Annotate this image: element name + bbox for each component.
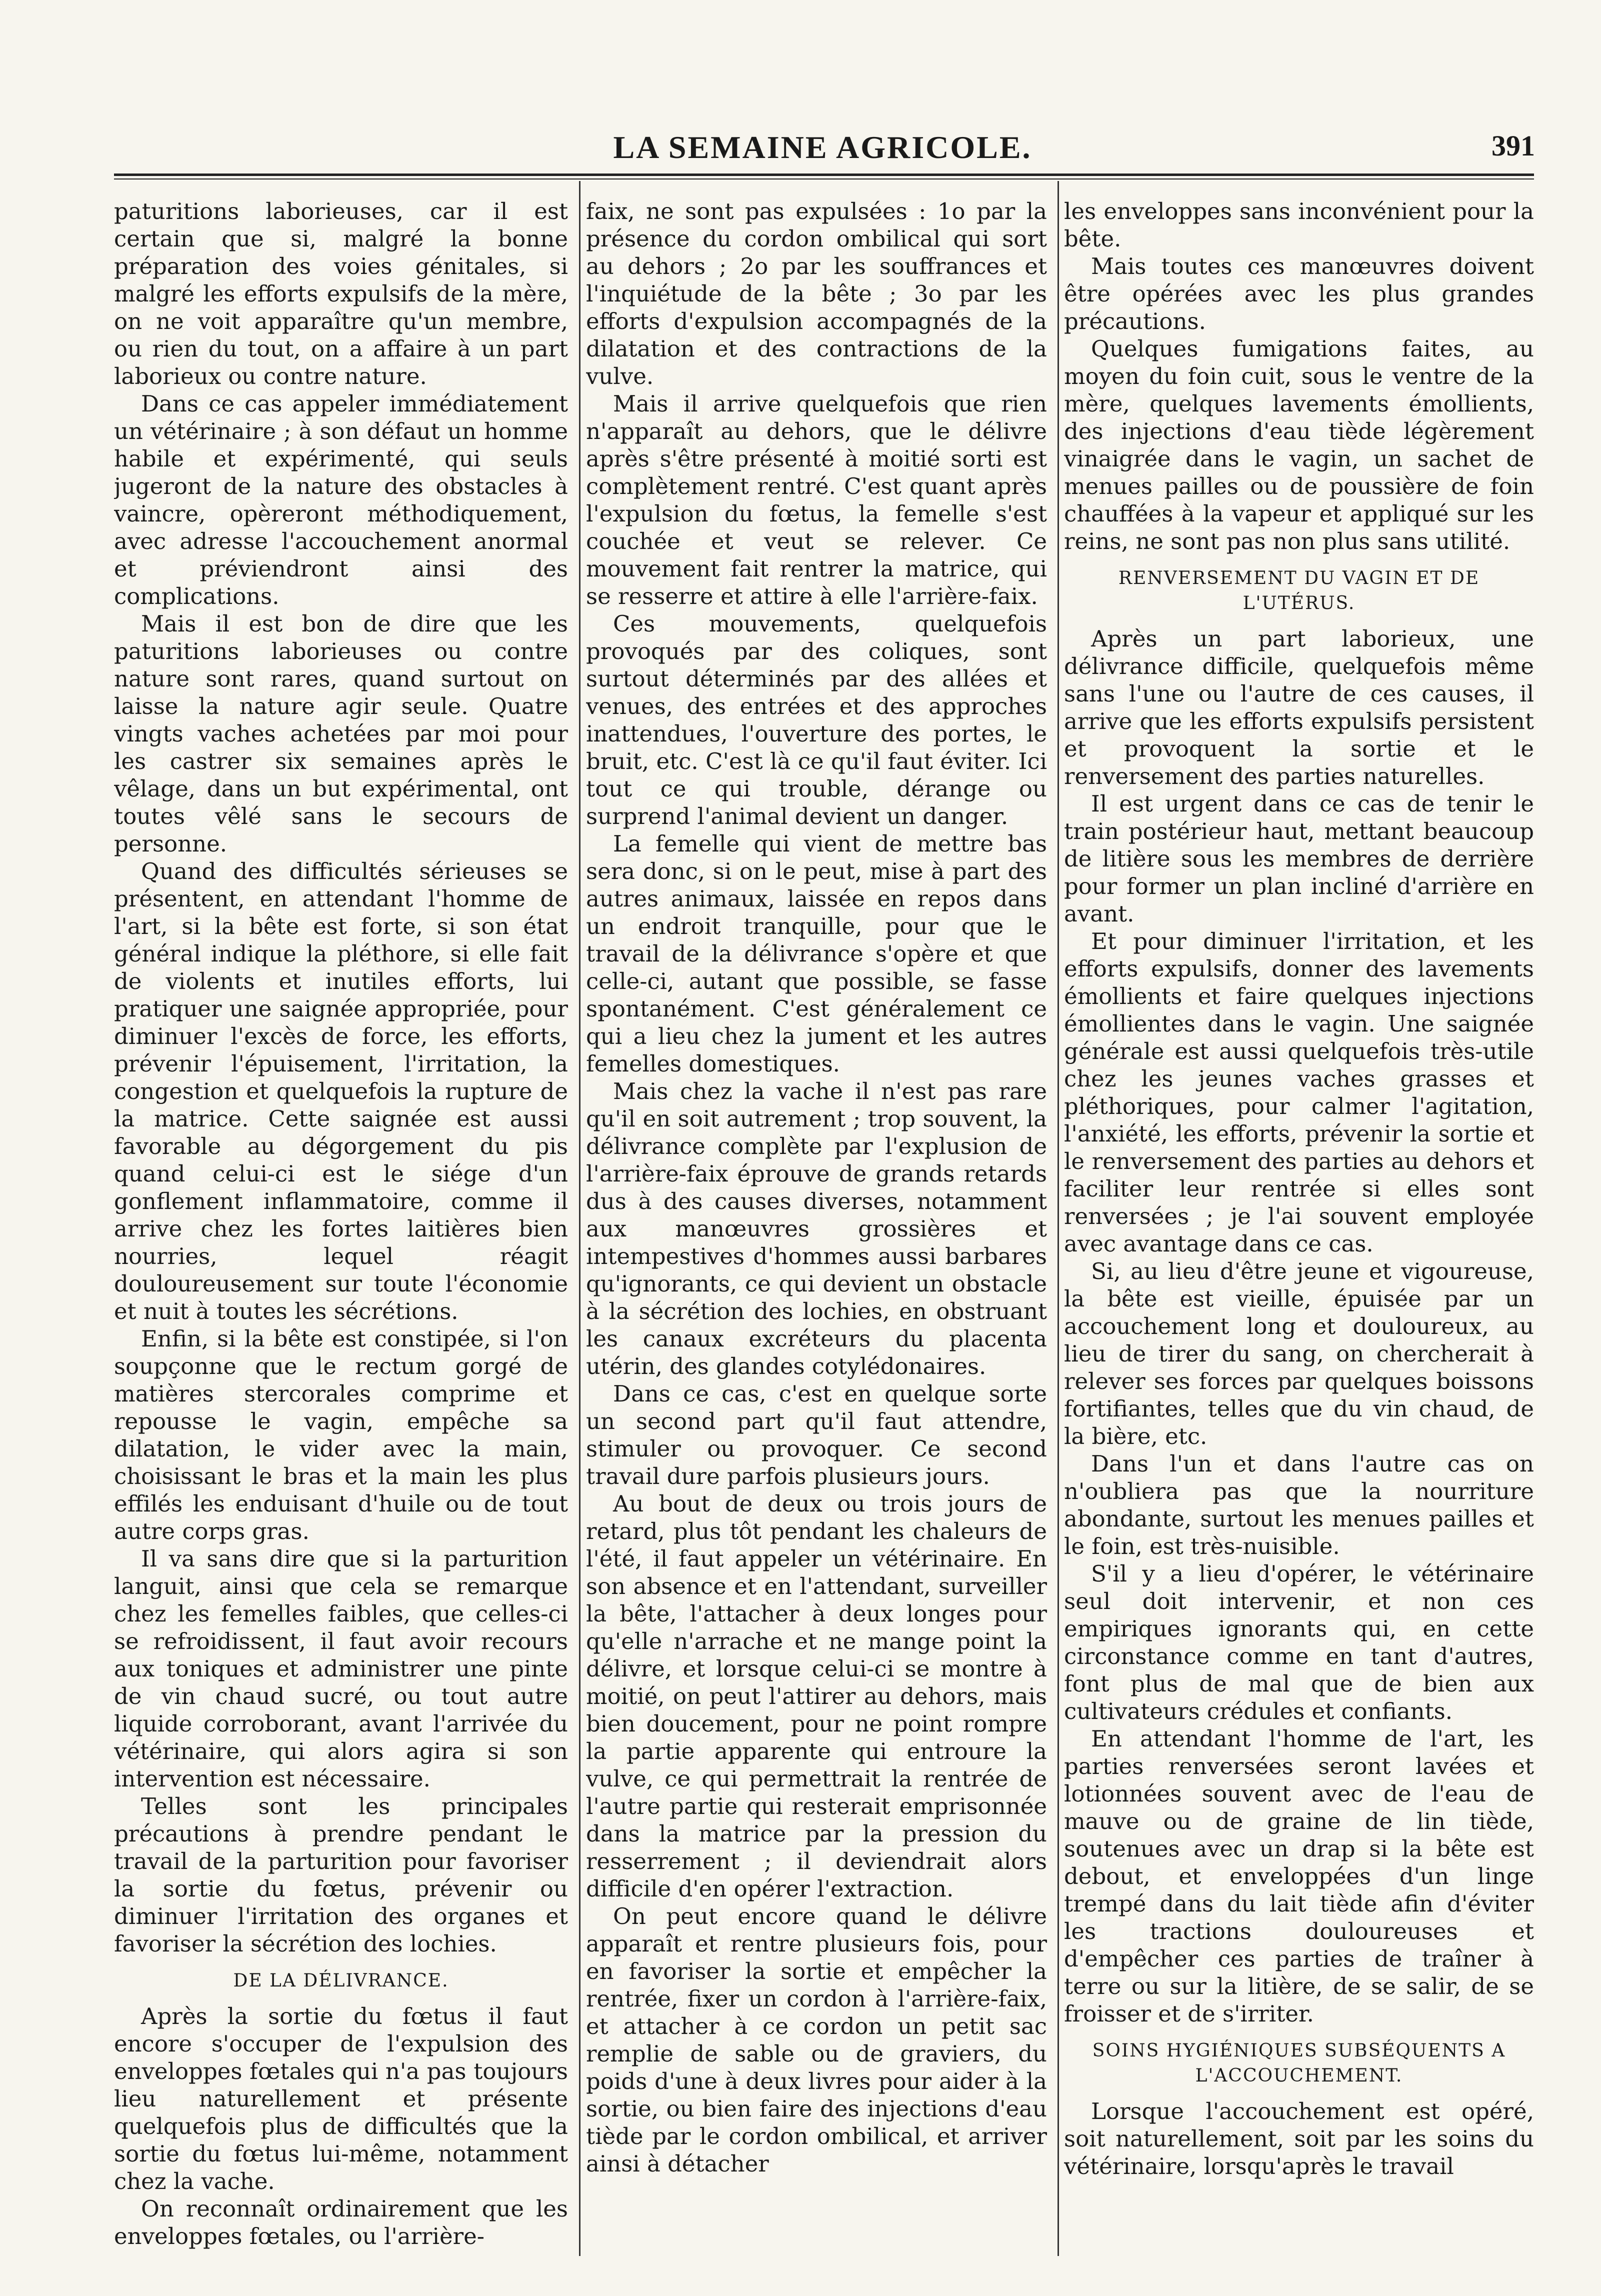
paragraph: Mais il est bon de dire que les paturitions laborieuses ou contre nature sont rares, quand surtout on laisse la nature agir seule. Quatre vingts vaches achetées par moi pour les castrer six semaines après le vêlage, dans un but expérimental, ont toutes vêlé sans le secours de personne. [114,610,568,857]
journal-title: LA SEMAINE AGRICOLE. [613,130,1032,165]
header-rule [114,174,1534,176]
paragraph: Mais il arrive quelquefois que rien n'apparaît au dehors, que le délivre après s'être présenté à moitié sorti est complètement rentré. C'est quant après l'expulsion du fœtus, la femelle s'est couchée et veut se relever. Ce mouvement fait rentrer la matrice, qui se resserre et attire à elle l'arrière-faix. [586,390,1047,610]
paragraph: On reconnaît ordinairement que les enveloppes fœtales, ou l'arrière- [114,2196,568,2250]
paragraph: Quelques fumigations faites, au moyen du foin cuit, sous le ventre de la mère, quelques lavements émollients, des injections d'eau tiède légèrement vinaigrée dans le vagin, un sachet de menues pailles ou de poussière de foin chauffées à la vapeur et appliqué sur les reins, ne sont pas non plus sans utilité. [1064,336,1534,554]
paragraph: Dans ce cas, c'est en quelque sorte un second part qu'il faut attendre, stimuler ou provoquer. Ce second travail dure parfois plusieurs jours. [586,1380,1047,1490]
paragraph: Ces mouvements, quelquefois provoqués par des coliques, sont surtout déterminés par des allées et venues, des entrées et des approches inattendues, l'ouverture des portes, le bruit, etc. C'est là ce qu'il faut éviter. Ici tout ce qui trouble, dérange ou surprend l'animal devient un danger. [586,610,1047,830]
paragraph: En attendant l'homme de l'art, les parties renversées seront lavées et lotionnées souvent avec de l'eau de mauve ou de graine de lin tiède, soutenues avec un drap si la bête est debout, et enveloppées d'un linge trempé dans du lait tiède afin d'éviter les tractions douloureuses et d'empêcher ces parties de traîner à terre ou sur la litière, de se salir, de se froisser et de s'irriter. [1064,1726,1534,2027]
column-divider [1058,181,1059,2256]
page-number: 391 [1492,130,1535,162]
section-heading: SOINS HYGIÉNIQUES SUBSÉQUENTS A L'ACCOUCHEMENT. [1092,2040,1506,2086]
paragraph: Il est urgent dans ce cas de tenir le train postérieur haut, mettant beaucoup de litière sous les membres de derrière pour former un plan incliné d'arrière en avant. [1064,790,1534,927]
text-column-1 [114,198,568,2258]
paragraph: Mais chez la vache il n'est pas rare qu'il en soit autrement ; trop souvent, la délivrance complète par l'explusion de l'arrière-faix éprouve de grands retards dus à des causes diverses, notamment aux manœuvres grossières et intempestives d'hommes aussi barbares qu'ignorants, ce qui devient un obstacle à la sécrétion des lochies, en obstruant les canaux excréteurs du placenta utérin, des glandes cotylédonaires. [586,1078,1047,1380]
page-header [110,129,1535,164]
paragraph: Lorsque l'accouchement est opéré, soit naturellement, soit par les soins du vétérinaire, lorsqu'après le travail [1064,2098,1534,2180]
paragraph: Mais toutes ces manœuvres doivent être opérées avec les plus grandes précautions. [1064,253,1534,334]
header-rule-thin [114,178,1534,180]
text-column-2 [586,198,1047,2258]
paragraph: paturitions laborieuses, car il est certain que si, malgré la bonne préparation des voies génitales, si malgré les efforts expulsifs de la mère, on ne voit apparaître qu'un membre, ou rien du tout, on a affaire à un part laborieux ou contre nature. [114,198,568,390]
section-heading: RENVERSEMENT DU VAGIN ET DE L'UTÉRUS. [1118,568,1480,614]
paragraph: Dans l'un et dans l'autre cas on n'oubliera pas que la nourriture abondante, surtout les menues pailles et le foin, est très-nuisible. [1064,1450,1534,1560]
paragraph: Il va sans dire que si la parturition languit, ainsi que cela se remarque chez les femelles faibles, que celles-ci se refroidissent, il faut avoir recours aux toniques et administrer une pinte de vin chaud sucré, ou tout autre liquide corroborant, avant l'arrivée du vétérinaire, qui alors agira si son intervention est nécessaire. [114,1546,568,1792]
paragraph: Après la sortie du fœtus il faut encore s'occuper de l'expulsion des enveloppes fœtales qui n'a pas toujours lieu naturellement et présente quelquefois plus de difficultés que la sortie du fœtus lui-même, notamment chez la vache. [114,2003,568,2194]
paragraph: Dans ce cas appeler immédiatement un vétérinaire ; à son défaut un homme habile et expérimenté, qui seuls jugeront de la nature des obstacles à vaincre, opèreront méthodiquement, avec adresse l'accouchement anormal et préviendront ainsi des complications. [114,390,568,610]
paragraph: On peut encore quand le délivre apparaît et rentre plusieurs fois, pour en favoriser la sortie et empêcher la rentrée, fixer un cordon à l'arrière-faix, et attacher à ce cordon un petit sac remplie de sable ou de graviers, du poids d'une à deux livres pour aider à la sortie, ou bien faire des injections d'eau tiède par le cordon ombilical, et arriver ainsi à détacher [586,1903,1047,2177]
paragraph: Telles sont les principales précautions à prendre pendant le travail de la parturition pour favoriser la sortie du fœtus, prévenir ou diminuer l'irritation des organes et favoriser la sécrétion des lochies. [114,1793,568,1957]
paragraph: les enveloppes sans inconvénient pour la bête. [1064,198,1534,252]
paragraph: Et pour diminuer l'irritation, et les efforts expulsifs, donner des lavements émollients et faire quelques injections émollientes dans le vagin. Une saignée générale est aussi quelquefois très-utile chez les jeunes vaches grasses et pléthoriques, pour calmer l'agitation, l'anxiété, les efforts, prévenir la sortie et le renversement des parties au dehors et faciliter leur rentrée si elles sont renversées ; je l'ai souvent employée avec avantage dans ce cas. [1064,928,1534,1257]
paragraph: Après un part laborieux, une délivrance difficile, quelquefois même sans l'une ou l'autre de ces causes, il arrive que les efforts expulsifs persistent et provoquent la sortie et le renversement des parties naturelles. [1064,626,1534,790]
paragraph: Si, au lieu d'être jeune et vigoureuse, la bête est vieille, épuisée par un accouchement long et douloureux, au lieu de tirer du sang, on chercherait à relever ses forces par quelques boissons fortifiantes, telles que du vin chaud, de la bière, etc. [1064,1258,1534,1450]
column-divider [579,181,580,2256]
paragraph: S'il y a lieu d'opérer, le vétérinaire seul doit intervenir, et non ces empiriques ignorants qui, en cette circonstance comme en tant d'autres, font plus de mal que de bien aux cultivateurs crédules et confiants. [1064,1560,1534,1724]
paragraph: faix, ne sont pas expulsées : 1o par la présence du cordon ombilical qui sort au dehors ; 2o par les souffrances et l'inquiétude de la bête ; 3o par les efforts d'expulsion accompagnés de la dilatation et des contractions de la vulve. [586,198,1047,390]
paragraph: La femelle qui vient de mettre bas sera donc, si on le peut, mise à part des autres animaux, laissée en repos dans un endroit tranquille, pour que le travail de la délivrance s'opère et que celle-ci, autant que possible, se fasse spontanément. C'est généralement ce qui a lieu chez la jument et les autres femelles domestiques. [586,830,1047,1077]
text-column-3 [1064,198,1534,2258]
paragraph: Enfin, si la bête est constipée, si l'on soupçonne que le rectum gorgé de matières stercorales comprime et repousse le vagin, empêche sa dilatation, le vider avec la main, choisissant le bras et la main les plus effilés les enduisant d'huile ou de tout autre corps gras. [114,1326,568,1544]
paragraph: Au bout de deux ou trois jours de retard, plus tôt pendant les chaleurs de l'été, il faut appeler un vétérinaire. En son absence et en l'attendant, surveiller la bête, l'attacher à deux longes pour qu'elle n'arrache et ne mange point la délivre, et lorsque celui-ci se montre à moitié, on peut l'attirer au dehors, mais bien doucement, pour ne point rompre la partie apparente qui entroure la vulve, ce qui permettrait la rentrée de l'autre partie qui resterait emprisonnée dans la matrice par la pression du resserrement ; il deviendrait alors difficile d'en opérer l'extraction. [586,1490,1047,1902]
paragraph: Quand des difficultés sérieuses se présentent, en attendant l'homme de l'art, si la bête est forte, si son état général indique la pléthore, si elle fait de violents et inutiles efforts, lui pratiquer une saignée appropriée, pour diminuer l'excès de force, les efforts, prévenir l'épuisement, l'irritation, la congestion et quelquefois la rupture de la matrice. Cette saignée est aussi favorable au dégorgement du pis quand celui-ci est le siége d'un gonflement inflammatoire, comme il arrive chez les fortes laitières bien nourries, lequel réagit douloureusement sur toute l'économie et nuit à toutes les sécrétions. [114,858,568,1324]
section-heading: DE LA DÉLIVRANCE. [233,1970,449,1991]
